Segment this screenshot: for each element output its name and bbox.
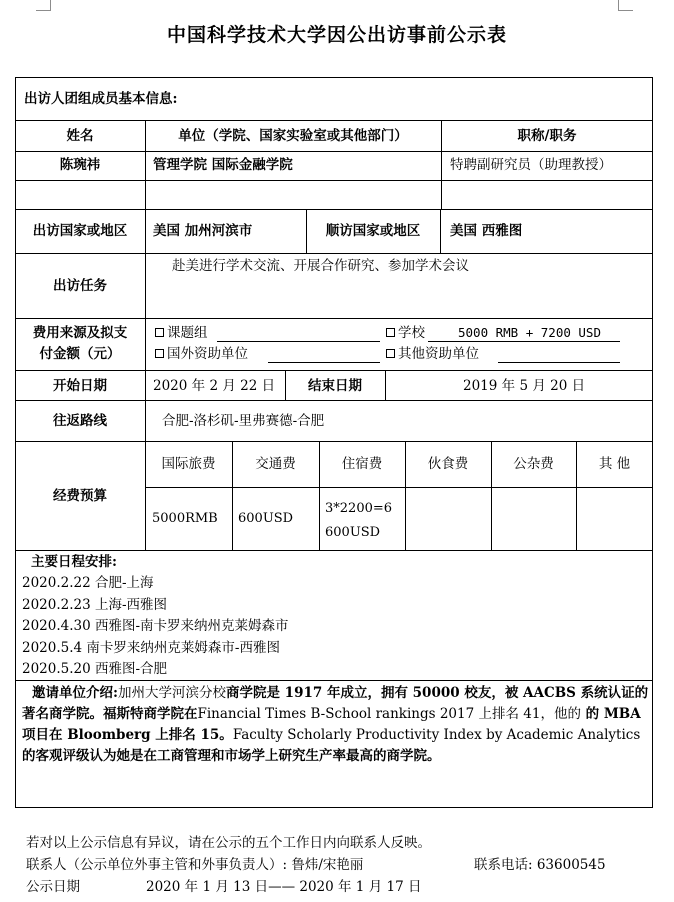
mission-label: 出访任务 <box>53 278 107 294</box>
transit-value: 美国 西雅图 <box>450 223 523 239</box>
budget-label: 经费预算 <box>53 488 107 504</box>
funding-checkbox-project[interactable] <box>155 328 164 337</box>
budget-value-transport: 600USD <box>238 511 294 526</box>
header-unit: 单位（学院、国家实验室或其他部门） <box>178 128 408 144</box>
funding-checkbox-other[interactable] <box>386 349 395 358</box>
mission-value: 赴美进行学术交流、开展合作研究、参加学术会议 <box>172 258 469 274</box>
header-title: 职称/职务 <box>517 128 577 144</box>
member-unit: 管理学院 国际金融学院 <box>153 157 293 173</box>
member-title: 特聘副研究员（助理教授） <box>450 157 612 173</box>
col-divider <box>440 209 441 253</box>
budget-header-meals: 伙食费 <box>427 456 469 472</box>
page-title: 中国科学技术大学因公出访事前公示表 <box>166 24 507 46</box>
inviter-text-6: 的客观评级认为她是在工商管理和市场学上研究生产率最高的商学院。 <box>22 748 441 764</box>
budget-header-other: 其 他 <box>598 456 631 472</box>
budget-header-misc: 公杂费 <box>513 456 554 472</box>
funding-option-foreign: 国外资助单位 <box>167 346 248 362</box>
schedule-item: 2020.4.30 西雅图-南卡罗来纳州克莱姆森市 <box>22 618 289 634</box>
inviter-text-5: Faculty Scholarly Productivity Index by Academic Analytics <box>232 727 641 743</box>
schedule-item: 2020.5.4 南卡罗来纳州克莱姆森市-西雅图 <box>22 640 280 656</box>
budget-value-lodging: 3*2200=6 600USD <box>325 501 393 540</box>
col-divider <box>385 370 386 400</box>
row-divider <box>15 680 653 681</box>
budget-header-travel: 国际旅费 <box>161 456 216 472</box>
row-divider <box>15 441 653 442</box>
footer-date-label: 公示日期 <box>26 879 80 895</box>
funding-school-underline <box>428 341 620 342</box>
row-divider <box>15 253 653 254</box>
header-name: 姓名 <box>66 128 94 144</box>
funding-label-line2: 付金额（元） <box>39 346 121 362</box>
row-divider <box>15 151 653 152</box>
inviter-intro <box>22 683 650 767</box>
funding-project-underline <box>217 341 380 342</box>
footer-phone: 联系电话: 63600545 <box>474 857 606 873</box>
page-corner-mark-right <box>618 0 633 11</box>
route-label: 往返路线 <box>53 413 107 429</box>
page-corner-mark-left <box>36 0 51 11</box>
schedule-item: 2020.2.22 合肥-上海 <box>22 575 154 591</box>
row-divider <box>15 209 653 210</box>
inviter-text-3: Financial Times B-School rankings 2017 上排名 41，他的 <box>197 706 581 722</box>
schedule-label: 主要日程安排: <box>31 554 117 570</box>
inviter-label: 邀请单位介绍: <box>32 685 118 701</box>
funding-other-underline <box>498 362 620 363</box>
start-date-value: 2020 年 2 月 22 日 <box>153 378 276 394</box>
end-date-value: 2019 年 5 月 20 日 <box>463 378 586 394</box>
inviter-text-4: 的 MBA 项目在 Bloomberg 上排名 15。 <box>22 706 641 743</box>
member-name: 陈琬祎 <box>59 157 101 173</box>
transit-label: 顺访国家或地区 <box>325 223 421 239</box>
funding-option-other: 其他资助单位 <box>398 346 479 362</box>
inviter-text-1: 加州大学河滨分校 <box>117 685 226 701</box>
basic-info-header: 出访人团组成员基本信息: <box>24 91 178 107</box>
route-value: 合肥-洛杉矶-里弗赛德-合肥 <box>162 413 325 429</box>
funding-option-project: 课题组 <box>167 325 208 341</box>
footer-contact: 联系人（公示单位外事主管和外事负责人）: 鲁炜/宋艳丽 <box>26 857 364 873</box>
budget-header-transport: 交通费 <box>255 456 296 472</box>
row-divider <box>15 120 653 121</box>
schedule-item: 2020.2.23 上海-西雅图 <box>22 597 168 613</box>
row-divider <box>15 370 653 371</box>
destination-label: 出访国家或地区 <box>32 223 128 239</box>
budget-value-travel: 5000RMB <box>152 511 218 526</box>
footer-objection-note: 若对以上公示信息有异议，请在公示的五个工作日内向联系人反映。 <box>26 835 431 851</box>
end-date-label: 结束日期 <box>308 378 362 394</box>
inviter-text-2: 商学院是 1917 年成立，拥有 50000 校友，被 AACBS 系统认证的著名商学院。福斯特商学院在 <box>22 685 649 722</box>
destination-value: 美国 加州河滨市 <box>153 223 253 239</box>
start-date-label: 开始日期 <box>53 378 107 394</box>
funding-checkbox-school[interactable] <box>386 328 395 337</box>
row-divider <box>15 318 653 319</box>
funding-option-school: 学校 <box>398 325 425 341</box>
row-divider <box>15 180 653 181</box>
footer-date-value: 2020 年 1 月 13 日—— 2020 年 1 月 17 日 <box>146 879 422 895</box>
funding-school-amount: 5000 RMB + 7200 USD <box>458 325 601 340</box>
schedule-item: 2020.5.20 西雅图-合肥 <box>22 661 168 677</box>
row-divider <box>15 550 653 551</box>
funding-foreign-underline <box>268 362 380 363</box>
budget-header-lodging: 住宿费 <box>341 456 383 472</box>
funding-label-line1: 费用来源及拟支 <box>32 325 128 341</box>
col-divider <box>145 209 146 550</box>
row-divider <box>15 400 653 401</box>
funding-checkbox-foreign[interactable] <box>155 349 164 358</box>
